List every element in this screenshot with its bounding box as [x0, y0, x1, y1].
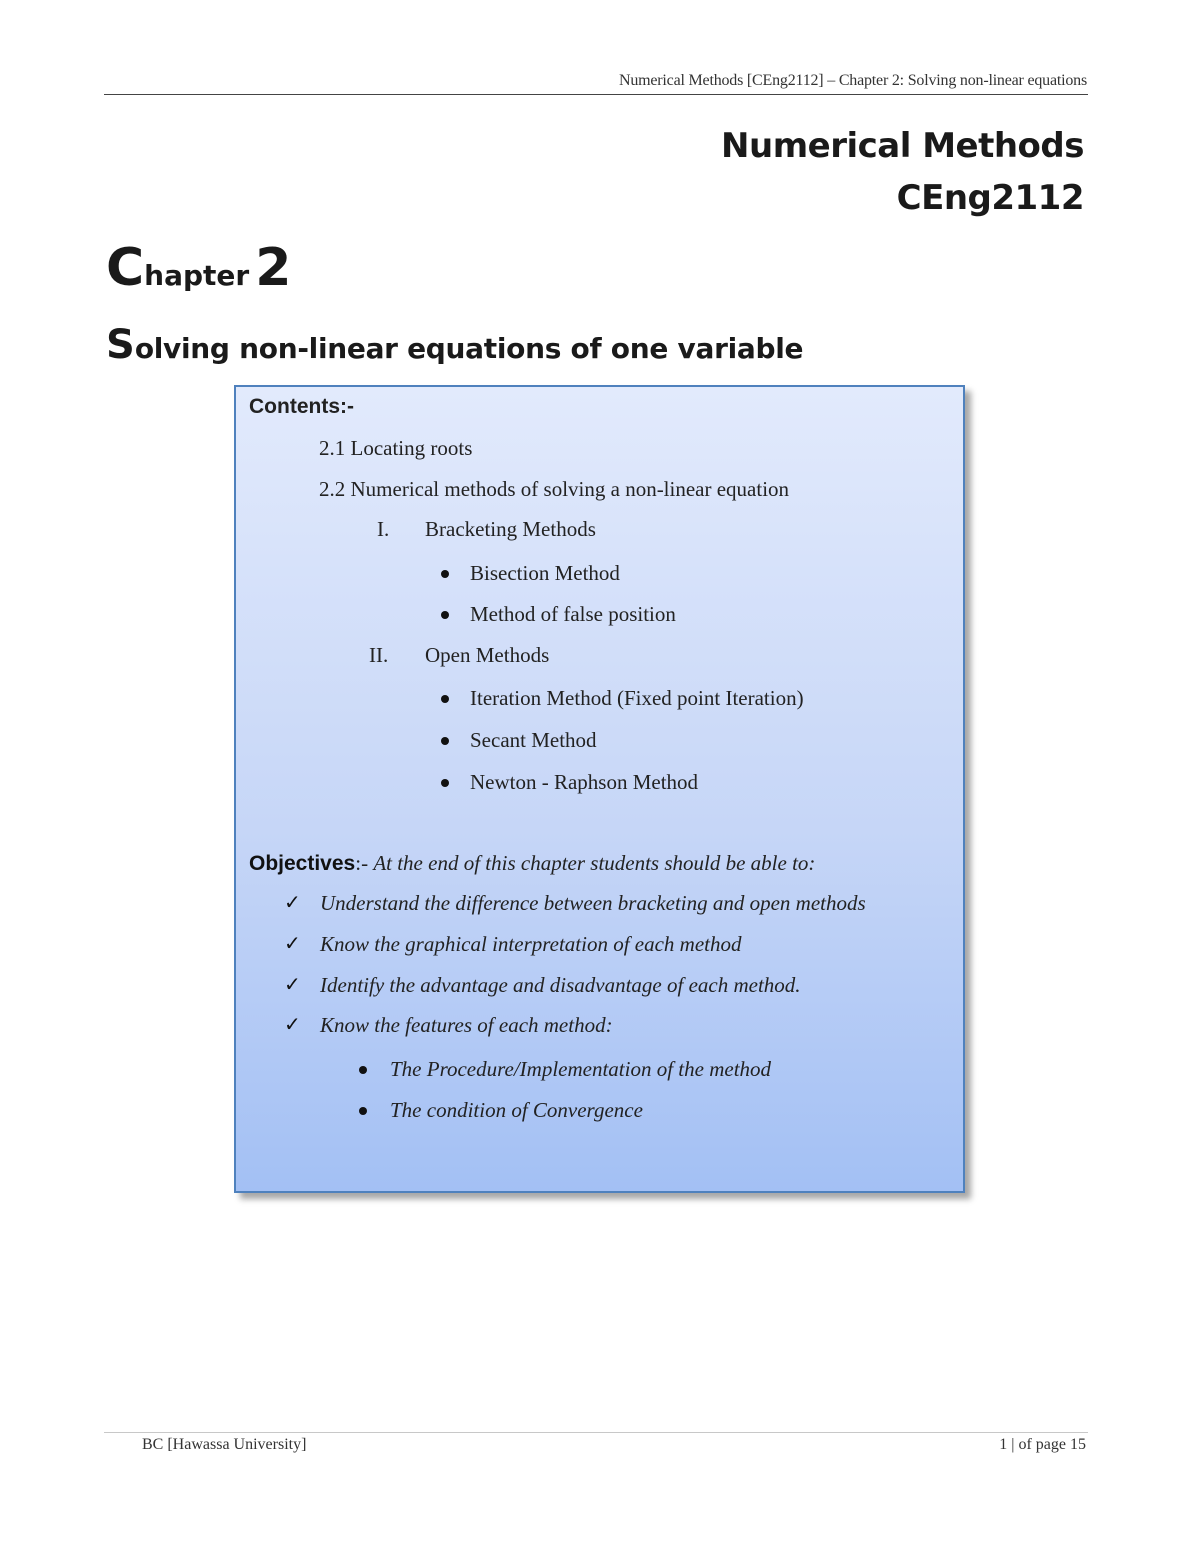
method-false-position: Method of false position [470, 602, 676, 626]
subject-initial: S [106, 322, 135, 368]
check-icon: ✓ [284, 972, 301, 996]
footer-divider [104, 1432, 1088, 1433]
method-bisection: Bisection Method [470, 561, 620, 585]
chapter-initial: C [106, 238, 145, 298]
objectives-intro: At the end of this chapter students should be able to: [373, 851, 816, 875]
bullet-icon [441, 737, 449, 745]
method-iteration: Iteration Method (Fixed point Iteration) [470, 686, 804, 710]
roman-numeral-2: II. [369, 643, 389, 667]
course-code: CEng2112 [896, 178, 1084, 218]
objective-item: Identify the advantage and disadvantage of each method. [320, 973, 801, 997]
bullet-icon [441, 695, 449, 703]
course-name: Numerical Methods [721, 126, 1084, 166]
bullet-icon [359, 1066, 367, 1074]
objectives-line [249, 851, 815, 876]
feature-item: The condition of Convergence [390, 1098, 643, 1122]
check-icon: ✓ [284, 890, 301, 914]
contents-section-2-1: 2.1 Locating roots [319, 436, 473, 460]
running-header: Numerical Methods [CEng2112] – Chapter 2: Solving non-linear equations [619, 72, 1087, 89]
check-icon: ✓ [284, 931, 301, 955]
feature-item: The Procedure/Implementation of the method [390, 1057, 772, 1081]
chapter-heading [106, 238, 291, 298]
bullet-icon [359, 1107, 367, 1115]
footer-institution: BC [Hawassa University] [142, 1436, 307, 1453]
objective-item: Understand the difference between bracketing and open methods [320, 891, 866, 915]
chapter-number: 2 [255, 238, 292, 298]
chapter-word: hapter [144, 259, 250, 292]
objective-item: Know the graphical interpretation of each method [320, 932, 742, 956]
check-icon: ✓ [284, 1012, 301, 1036]
objective-item: Know the features of each method: [320, 1013, 613, 1037]
contents-section-2-2: 2.2 Numerical methods of solving a non-linear equation [319, 477, 790, 501]
course-title [721, 120, 1084, 224]
contents-heading: Contents:- [249, 395, 354, 418]
contents-box [234, 385, 965, 1193]
subject-text: olving non-linear equations of one variable [134, 332, 804, 365]
objectives-separator: :- [355, 851, 369, 875]
objectives-heading: Objectives [249, 852, 356, 875]
bullet-icon [441, 570, 449, 578]
bracketing-methods-label: Bracketing Methods [425, 517, 596, 541]
chapter-subject [106, 322, 803, 368]
header-divider [104, 94, 1088, 95]
open-methods-label: Open Methods [425, 643, 550, 667]
bullet-icon [441, 611, 449, 619]
page-number: 1 | of page 15 [999, 1436, 1086, 1453]
method-secant: Secant Method [470, 728, 597, 752]
method-newton-raphson: Newton - Raphson Method [470, 770, 699, 794]
roman-numeral-1: I. [377, 517, 390, 541]
bullet-icon [441, 779, 449, 787]
